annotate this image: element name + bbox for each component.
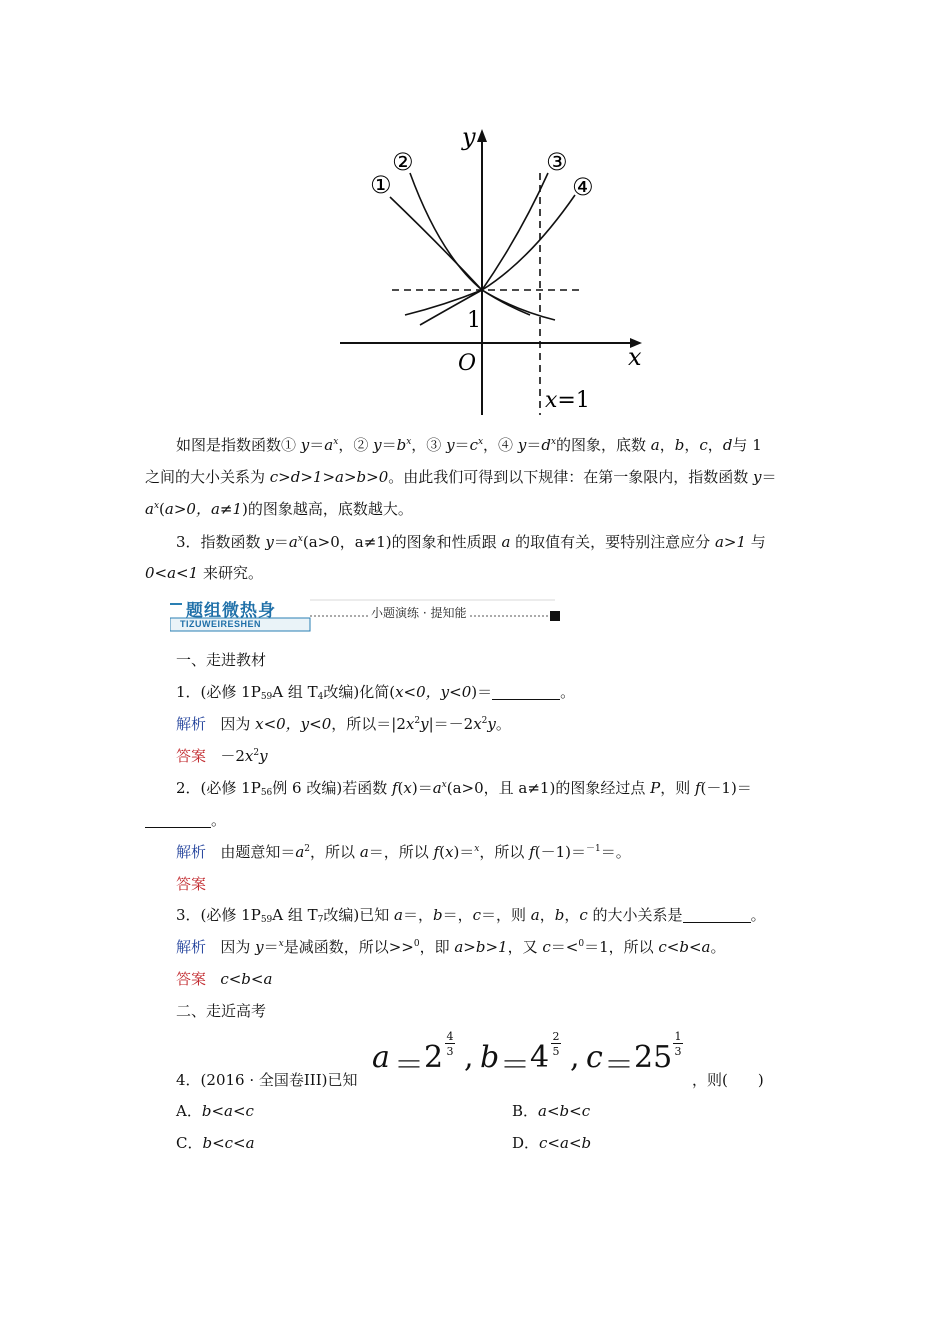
- q3-answer-blank[interactable]: [683, 909, 751, 923]
- x-equals-one-label: x=1: [545, 388, 590, 413]
- origin-label: O: [458, 351, 477, 376]
- q4-num-a: 4: [446, 1030, 454, 1043]
- para1-line3: $a^x(a>0$，a≠1)的图象越高，底数越大。: [145, 500, 413, 518]
- banner-square-icon: [550, 611, 560, 621]
- graph-label-1: ①: [370, 171, 392, 199]
- one-label: 1: [467, 308, 481, 333]
- q1-answer-blank[interactable]: [492, 686, 560, 700]
- q4-base-c: 25: [634, 1040, 673, 1075]
- q1-daan: 答案 $-2x^2y$: [176, 747, 268, 765]
- q1-jiexi-label: 解析: [176, 715, 207, 733]
- banner-title: 题组微热身: [186, 601, 276, 621]
- curve-1: [390, 197, 555, 320]
- banner-pinyin: TIZUWEIRESHEN: [180, 619, 262, 629]
- q4-var-b: b: [480, 1040, 500, 1075]
- q4-option-a[interactable]: A．b<a<c: [176, 1102, 254, 1120]
- para1-line1: 如图是指数函数① $y=a^x$，② $y=b^x$，③ $y=c^x$，④ $y=d^x$的图象，底数 a，b，c，d与 1: [176, 436, 762, 454]
- q4-var-a: a: [372, 1040, 390, 1075]
- curve-4: [405, 195, 575, 315]
- q4-den-c: 3: [674, 1045, 682, 1058]
- graph-label-4: ④: [572, 173, 594, 201]
- q4-option-c[interactable]: C．b<c<a: [176, 1134, 255, 1152]
- q2-answer-blank[interactable]: [145, 814, 211, 828]
- q4-num-c: 1: [674, 1030, 682, 1043]
- q4-var-c: c: [586, 1040, 603, 1075]
- banner-subtitle: 小题演练 · 提知能: [368, 604, 469, 621]
- section2-heading: 二、走近高考: [176, 1002, 267, 1020]
- q4-eq-b: ＝: [500, 1048, 530, 1083]
- q3-jiexi: 解析 因为 y＝$^x$是减函数，所以>>$^0$，即 a>b>1，又 c＝<$^0$＝1，所以 c<b<a。: [176, 938, 726, 956]
- q4-option-d[interactable]: D．c<a<b: [512, 1134, 592, 1152]
- graph-label-3: ③: [546, 148, 568, 176]
- graph-label-2: ②: [392, 148, 414, 176]
- q4-den-a: 3: [446, 1045, 454, 1058]
- q4-eq-c: ＝: [604, 1048, 634, 1083]
- q2-question: 2．(必修 $1P_{56}$例 6 改编)若函数 $f(x)=a^x(a>0$，且 a≠1)的图象经过点 P，则 f(－1)＝: [176, 779, 752, 798]
- q4-comma-2: ,: [570, 1040, 580, 1075]
- q4-option-b[interactable]: B．a<b<c: [512, 1102, 591, 1120]
- para1-line2: 之间的大小关系为 c>d>1>a>b>0。由此我们可得到以下规律：在第一象限内，指数函数 y＝: [145, 468, 777, 486]
- curve-3: [420, 173, 548, 325]
- x-axis-label: x: [628, 343, 642, 371]
- q4-base-b: 4: [530, 1040, 550, 1075]
- q2-daan-label: 答案: [176, 875, 207, 893]
- q4-formula: [372, 1030, 692, 1083]
- q4-den-b: 5: [552, 1045, 560, 1058]
- section-banner: [170, 596, 565, 632]
- exponential-functions-graph: [330, 115, 660, 420]
- q1-daan-label: 答案: [176, 747, 207, 765]
- q4-eq-a: ＝: [394, 1048, 424, 1083]
- para2-line1: 3．指数函数 $y=a^x(a>0$，a≠1)的图象和性质跟 a 的取值有关，要特别注意应分 a>1 与: [176, 533, 766, 551]
- q4-base-a: 2: [424, 1040, 444, 1075]
- q3-daan: 答案 c<b<a: [176, 970, 273, 988]
- q3-jiexi-label: 解析: [176, 938, 207, 956]
- y-axis-label: y: [462, 123, 476, 151]
- q2-daan: [176, 874, 206, 894]
- q4-num-b: 2: [552, 1030, 560, 1043]
- q4-comma-1: ,: [464, 1040, 474, 1075]
- q2-question-cont: 。: [145, 810, 226, 830]
- q2-jiexi: 解析 由题意知$=a^2$，所以 a＝，所以 f(x)＝$^x$，所以 f(－1)＝$^{-1}$＝。: [176, 843, 631, 861]
- q1-jiexi: 解析 因为 x<0，y<0，所以$=|2x^2y|=-2x^2y$。: [176, 715, 511, 733]
- q3-question: 3．(必修 $1P_{59}A$ 组 $T_7$改编)已知 a＝，b＝，c＝，则 a，b，c 的大小关系是 。: [176, 906, 766, 925]
- q4-prefix: 4．(2016 · 全国卷III)已知: [176, 1071, 358, 1089]
- section1-heading: 一、走进教材: [176, 651, 267, 669]
- q3-daan-label: 答案: [176, 970, 207, 988]
- q4-suffix: ，则( ): [692, 1071, 764, 1089]
- para2-line2: 0<a<1 来研究。: [145, 564, 263, 582]
- y-axis-arrow-icon: [477, 129, 487, 142]
- q2-jiexi-label: 解析: [176, 843, 207, 861]
- q1-question: 1．(必修 $1P_{59}A$ 组 $T_4$改编)化简(x<0，y<0)＝ 。: [176, 683, 576, 702]
